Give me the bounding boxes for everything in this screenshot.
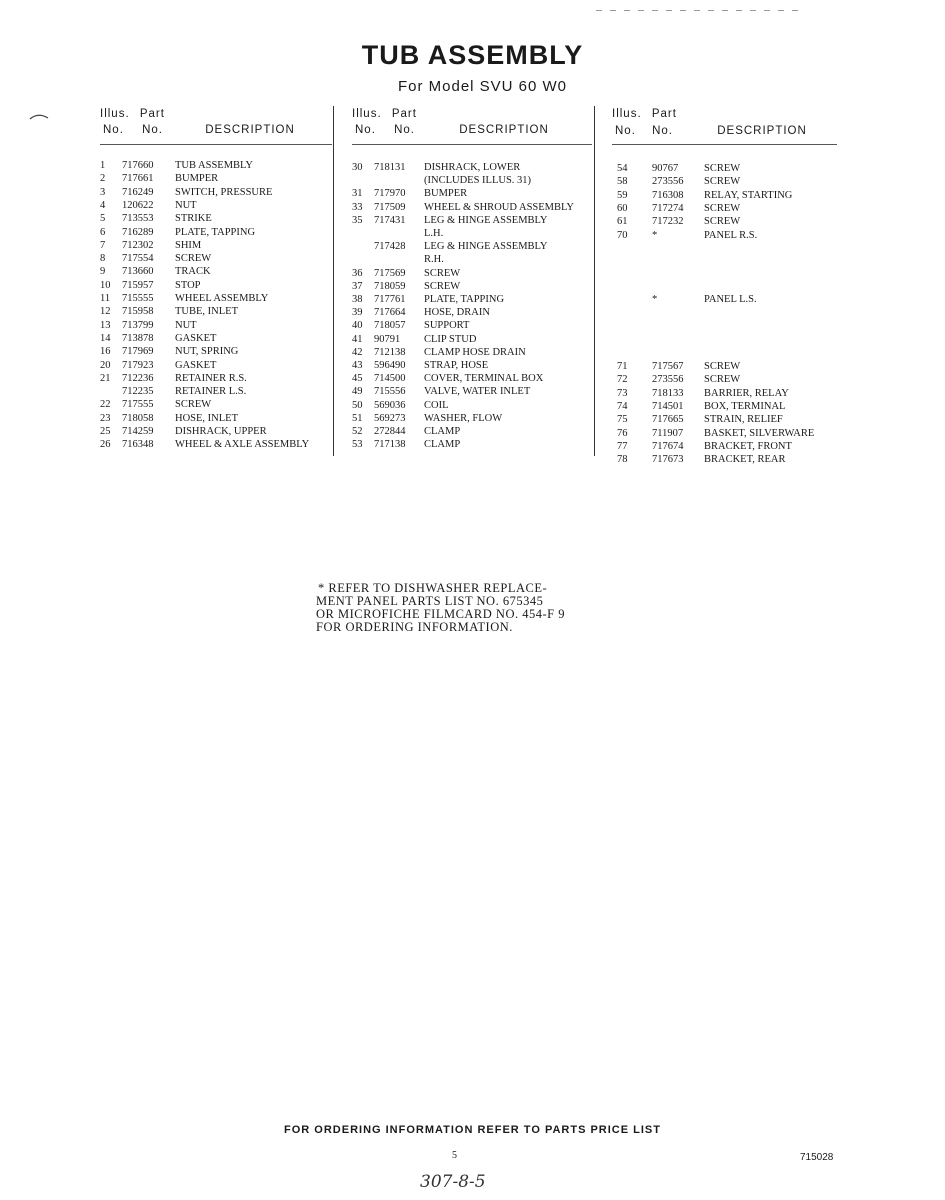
part-number: 717665: [652, 414, 684, 425]
illus-number: 60: [617, 202, 628, 214]
part-description: CLAMP HOSE DRAIN: [424, 346, 526, 358]
illus-number: 35: [352, 214, 363, 226]
illus-number: 13: [100, 319, 111, 331]
part-description: PLATE, TAPPING: [424, 294, 505, 305]
header-part-no: No.: [142, 124, 164, 136]
header-part: Part: [139, 108, 165, 120]
header-illus-no: No.: [103, 124, 124, 136]
page-title: TUB ASSEMBLY: [361, 40, 584, 70]
part-number: 717660: [122, 160, 154, 171]
header-no-row: [355, 124, 549, 136]
part-number: 717664: [374, 307, 406, 319]
note-line: * REFER TO DISHWASHER REPLACE-: [318, 581, 548, 595]
header-illus-part: [352, 108, 417, 120]
scan-mark-top: [596, 10, 806, 11]
page-subtitle: For Model SVU 60 W0: [397, 78, 568, 95]
part-description: RETAINER R.S.: [175, 372, 247, 384]
part-description: SCREW: [175, 253, 212, 265]
illus-number: 3: [100, 186, 106, 198]
document-number: 715028: [800, 1152, 834, 1163]
part-number: *: [652, 229, 658, 241]
part-description: CLAMP: [424, 426, 461, 437]
part-description: COVER, TERMINAL BOX: [424, 373, 544, 385]
illus-number: 59: [617, 189, 628, 201]
illus-number: 73: [617, 388, 628, 399]
illus-number: 43: [352, 360, 363, 371]
part-description: LEG & HINGE ASSEMBLY: [424, 241, 548, 253]
header-illus-no: No.: [355, 124, 376, 136]
part-description: TUBE, INLET: [175, 306, 238, 318]
illus-number: 22: [100, 399, 111, 411]
illus-number: 12: [100, 306, 111, 318]
illus-number: 6: [100, 226, 106, 238]
illus-number: 25: [100, 426, 111, 437]
column-divider-1: [333, 106, 334, 456]
part-description: CLIP STUD: [424, 333, 477, 345]
part-description: GASKET: [175, 332, 217, 344]
header-illus-part: [100, 108, 165, 120]
part-number: 272844: [374, 426, 406, 437]
part-number: 717428: [374, 241, 406, 253]
page-number: 5: [452, 1150, 457, 1161]
part-description: VALVE, WATER INLET: [424, 386, 531, 398]
part-description: SCREW: [704, 163, 741, 174]
part-number: 90791: [374, 333, 401, 345]
illus-number: 2: [100, 173, 106, 185]
part-number: 717661: [122, 173, 154, 185]
header-part-no: No.: [394, 124, 416, 136]
illus-number: 16: [100, 346, 111, 358]
part-number: 717567: [652, 361, 684, 372]
part-description: BARRIER, RELAY: [704, 388, 789, 399]
note-line: MENT PANEL PARTS LIST NO. 675345: [316, 594, 544, 608]
part-number: 713553: [122, 213, 154, 225]
part-number: 715555: [122, 293, 154, 304]
part-number: 718133: [652, 388, 684, 399]
illus-number: 37: [352, 280, 363, 292]
part-number: 715957: [122, 279, 154, 291]
part-number: 717923: [122, 359, 154, 371]
illus-number: 74: [617, 401, 628, 412]
part-description: BUMPER: [175, 173, 219, 185]
part-number: 717969: [122, 346, 154, 358]
illus-number: 5: [100, 213, 106, 225]
header-no-row: [615, 125, 807, 137]
part-number: 717554: [122, 253, 154, 265]
header-description: DESCRIPTION: [459, 124, 549, 136]
part-number: 717509: [374, 201, 406, 213]
part-description: NUT, SPRING: [175, 346, 239, 358]
part-description: SHIM: [175, 239, 202, 251]
part-number: 569036: [374, 399, 406, 411]
part-number: 713660: [122, 266, 154, 278]
part-number: 718131: [374, 162, 406, 173]
illus-number: 20: [100, 359, 111, 371]
header-no-row: [103, 124, 295, 136]
part-number: 712138: [374, 346, 406, 358]
part-description: SCREW: [704, 361, 741, 372]
illus-number: 75: [617, 414, 628, 425]
illus-number: 52: [352, 426, 363, 437]
illus-number: 1: [100, 160, 106, 171]
illus-number: 49: [352, 386, 363, 398]
part-number: 717970: [374, 188, 406, 200]
part-number: 717138: [374, 439, 406, 451]
part-description: WHEEL & SHROUD ASSEMBLY: [424, 201, 574, 213]
illus-number: 23: [100, 412, 111, 424]
part-description: R.H.: [424, 254, 444, 266]
part-description: SWITCH, PRESSURE: [175, 186, 273, 198]
header-rule: [352, 144, 592, 145]
part-description: HOSE, DRAIN: [424, 307, 490, 319]
part-description: NUT: [175, 319, 197, 331]
part-description: PANEL L.S.: [704, 294, 757, 305]
part-number: 716348: [122, 439, 154, 451]
part-description: SCREW: [704, 216, 741, 228]
note-line: OR MICROFICHE FILMCARD NO. 454-F 9: [316, 607, 565, 621]
part-number: 716308: [652, 189, 684, 201]
part-description: RELAY, STARTING: [704, 189, 793, 201]
header-description: DESCRIPTION: [205, 124, 295, 136]
part-description: STRAP, HOSE: [424, 360, 489, 371]
part-description: WHEEL ASSEMBLY: [175, 293, 269, 304]
header-illus-no: No.: [615, 125, 636, 137]
part-description: STRIKE: [175, 213, 212, 225]
part-number: 712302: [122, 239, 154, 251]
part-description: HOSE, INLET: [175, 412, 238, 424]
part-number: 713799: [122, 319, 154, 331]
part-description: WASHER, FLOW: [424, 412, 503, 424]
illus-number: 33: [352, 201, 363, 213]
part-number: 717569: [374, 267, 406, 279]
part-description: SCREW: [175, 399, 212, 411]
part-number: 712236: [122, 372, 154, 384]
part-description: SCREW: [424, 267, 461, 279]
part-description: BUMPER: [424, 188, 468, 200]
header-part: Part: [391, 108, 417, 120]
illus-number: 14: [100, 332, 111, 344]
part-description: BOX, TERMINAL: [704, 401, 786, 412]
part-description: WHEEL & AXLE ASSEMBLY: [175, 439, 310, 451]
part-number: 120622: [122, 199, 154, 211]
illus-number: 30: [352, 162, 363, 173]
illus-number: 39: [352, 307, 363, 319]
part-description: BRACKET, FRONT: [704, 441, 792, 452]
part-description: BASKET, SILVERWARE: [704, 428, 815, 439]
illus-number: 51: [352, 412, 363, 424]
part-number: 713878: [122, 332, 154, 344]
illus-number: 31: [352, 188, 363, 200]
illus-number: 10: [100, 279, 111, 291]
part-number: 717674: [652, 441, 684, 452]
illus-number: 21: [100, 372, 111, 384]
illus-number: 50: [352, 399, 363, 411]
part-number: 717274: [652, 202, 684, 214]
part-description: BRACKET, REAR: [704, 454, 786, 465]
part-number: 569273: [374, 412, 406, 424]
header-illus-part: [612, 108, 677, 120]
ordering-note: [316, 582, 565, 634]
part-description: STOP: [175, 279, 201, 291]
part-number: 90767: [652, 163, 679, 174]
part-number: 714501: [652, 401, 684, 412]
header-illus: Illus.: [100, 108, 130, 120]
part-description: STRAIN, RELIEF: [704, 414, 783, 425]
part-description: PANEL R.S.: [704, 229, 758, 241]
part-number: 717555: [122, 399, 154, 411]
header-illus: Illus.: [352, 108, 382, 120]
illus-number: 45: [352, 373, 363, 385]
header-part-no: No.: [652, 125, 674, 137]
part-description: SCREW: [704, 374, 741, 385]
column-divider-2: [594, 106, 595, 456]
part-description: DISHRACK, LOWER: [424, 162, 521, 173]
part-description: CLAMP: [424, 439, 461, 451]
illus-number: 8: [100, 253, 106, 265]
part-description: NUT: [175, 199, 197, 211]
part-number: 273556: [652, 176, 684, 188]
part-description: LEG & HINGE ASSEMBLY: [424, 214, 548, 226]
illus-number: 76: [617, 428, 628, 439]
part-description: SCREW: [424, 280, 461, 292]
part-number: 717431: [374, 214, 406, 226]
illus-number: 4: [100, 199, 106, 211]
part-number: 714259: [122, 426, 154, 437]
illus-number: 78: [617, 454, 628, 465]
illus-number: 71: [617, 361, 628, 372]
illus-number: 9: [100, 266, 106, 278]
part-number: 715958: [122, 306, 154, 318]
illus-number: 70: [617, 229, 628, 241]
part-number: 717232: [652, 216, 684, 228]
illus-number: 72: [617, 374, 628, 385]
part-number: 718059: [374, 280, 406, 292]
header-description: DESCRIPTION: [717, 125, 807, 137]
part-number: 717761: [374, 294, 406, 305]
header-part: Part: [651, 108, 677, 120]
part-number: 714500: [374, 373, 406, 385]
part-number: 716249: [122, 186, 154, 198]
part-description: SCREW: [704, 202, 741, 214]
part-description: GASKET: [175, 359, 217, 371]
illus-number: 54: [617, 163, 628, 174]
part-description: (INCLUDES ILLUS. 31): [424, 175, 532, 187]
part-description: RETAINER L.S.: [175, 386, 247, 398]
part-description: L.H.: [424, 228, 444, 239]
illus-number: 42: [352, 346, 363, 358]
part-number: 717673: [652, 454, 684, 465]
part-description: SCREW: [704, 176, 741, 188]
illus-number: 7: [100, 239, 106, 251]
scan-mark-left: [28, 112, 50, 122]
illus-number: 40: [352, 320, 363, 332]
part-description: TUB ASSEMBLY: [175, 160, 254, 171]
part-number: 715556: [374, 386, 406, 398]
part-number: 718058: [122, 412, 154, 424]
part-description: PLATE, TAPPING: [175, 226, 256, 238]
illus-number: 61: [617, 216, 628, 228]
header-rule: [100, 144, 332, 145]
part-number: 716289: [122, 226, 154, 238]
illus-number: 58: [617, 176, 628, 188]
part-description: TRACK: [175, 266, 211, 278]
header-rule: [612, 144, 837, 145]
illus-number: 77: [617, 441, 628, 452]
part-number: 711907: [652, 428, 684, 439]
part-description: COIL: [424, 399, 449, 411]
illus-number: 11: [100, 293, 111, 304]
part-number: 718057: [374, 320, 406, 332]
footer-notice: FOR ORDERING INFORMATION REFER TO PARTS PRICE LIST: [284, 1124, 661, 1136]
part-number: 596490: [374, 360, 406, 371]
part-number: *: [652, 294, 658, 305]
header-illus: Illus.: [612, 108, 642, 120]
part-number: 712235: [122, 386, 154, 398]
note-line: FOR ORDERING INFORMATION.: [316, 620, 513, 634]
handwritten-note: 307-8-5: [420, 1172, 486, 1192]
illus-number: 41: [352, 333, 363, 345]
part-description: SUPPORT: [424, 320, 470, 332]
illus-number: 36: [352, 267, 363, 279]
part-description: DISHRACK, UPPER: [175, 426, 267, 437]
illus-number: 26: [100, 439, 111, 451]
illus-number: 53: [352, 439, 363, 451]
part-number: 273556: [652, 374, 684, 385]
illus-number: 38: [352, 294, 363, 305]
